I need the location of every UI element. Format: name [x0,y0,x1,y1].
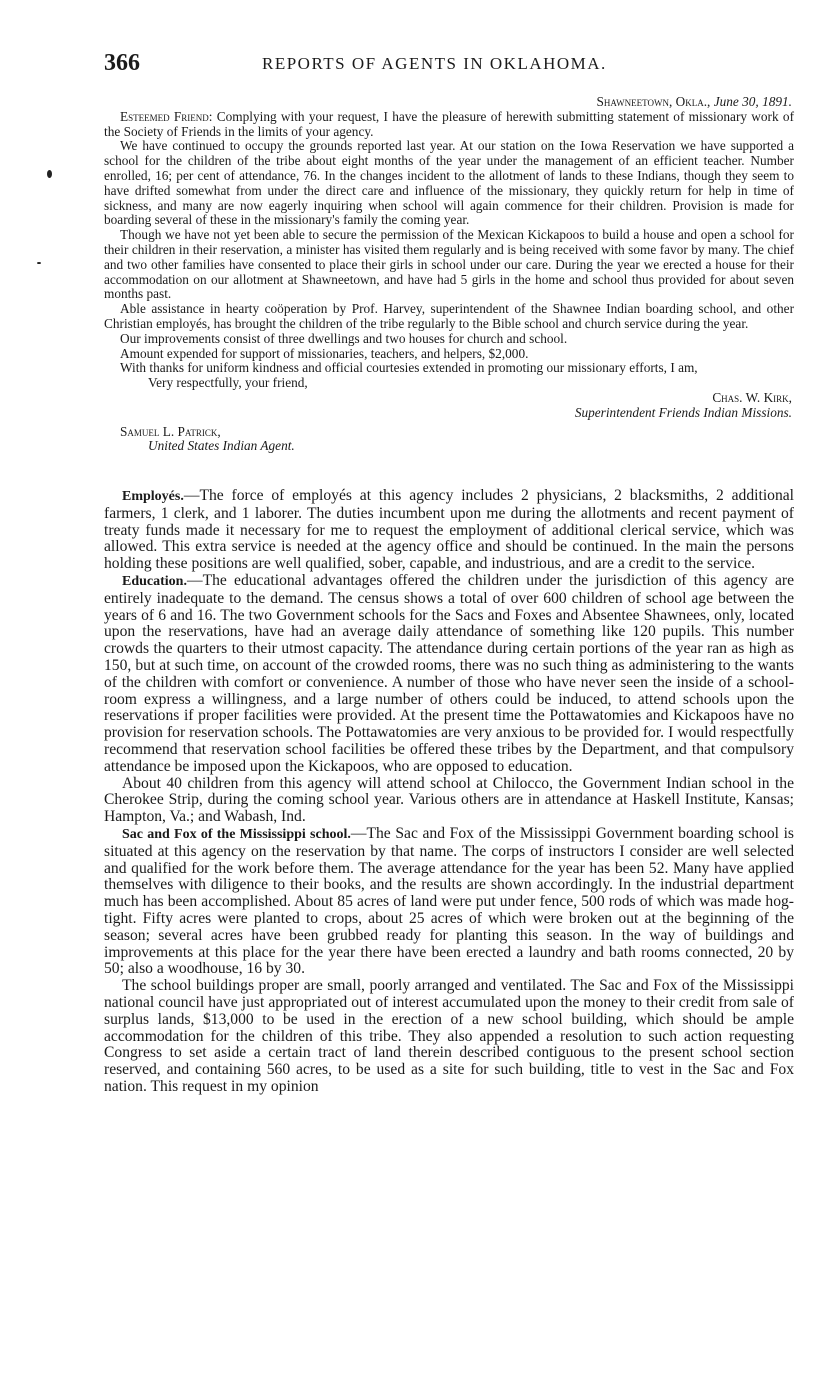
section-heading-education: Education. [122,573,187,589]
report-body [104,488,794,1096]
margin-speck [47,170,52,178]
letter-paragraph: Able assistance in hearty coöperation by Prof. Harvey, superintendent of the Shawnee Indian boarding school, and other Christian employés, has brought the children of the tribe regularly to the Bible school and church service during the year. [104,301,794,331]
letter-dateline [104,95,794,110]
letter-signature [104,391,794,421]
section-paragraph: The school buildings proper are small, poorly arranged and ventilated. The Sac and Fox of the Mississippi national council have just appropriated out of interest accumulated upon the money to their credit from sale of surplus lands, $13,000 to be used in the erection of a new school building, which should be ample accommodation for the children of this tribe. They also appended a resolution to such action requesting Congress to set aside a certain tract of land therein described contiguous to the present school section reserved, and containing 560 acres, to be used as a site for such building, title to vest in the Sac and Fox nation. This request in my opinion [104,977,794,1095]
page-header [104,50,790,80]
section-heading-employes: Employés. [122,489,184,504]
section-paragraph: Education.—The educational advantages offered the children under the jurisdiction of this agency are entirely inadequate to the demand. The census shows a total of over 600 children of school age between the years of 6 and 16. The two Government schools for the Sacs and Foxes and Absentee Shawnees, only, located upon the reservations, have had an average daily attendance of something like 120 pupils. This number crowds the quarters to their utmost capacity. The attendance during certain portions of the year ran as high as 150, but at such time, on account of the crowded rooms, there was no such thing as administering to the wants of the children with comfort or convenience. A number of those who have never seen the inside of a school-room express a willingness, and a large number of others could be induced, to attend schools upon the reservations if proper facilities were provided. At the present time the Pottawatomies and Kickapoos have no provision for reservation schools. The Pottawatomies are very anxious to be provided for. I would respectfully recommend that reservation school facilities be offered these tribes by the Department, and that compulsory attendance be imposed upon the Kickapoos, who are opposed to education. [104,571,794,775]
letter-salutation: Esteemed Friend: [120,108,213,124]
section-paragraph: Employés.—The force of employés at this agency includes 2 physicians, 2 blacksmiths, 2 additional farmers, 1 clerk, and 1 laborer. The duties incumbent upon me during the allotments and recent payment of treaty funds made it necessary for me to request the employment of additional clerical service, which was allowed. This extra service is needed at the agency office and should be continued. In the main the persons holding these positions are well qualified, sober, capable, and industrious, and are a credit to the service. [104,487,794,573]
signer-name: Chas. W. Kirk, [712,389,792,405]
letter-paragraph: Amount expended for support of missionaries, teachers, and helpers, $2,000. [120,345,529,361]
letter-paragraph: Esteemed Friend: Complying with your request, I have the pleasure of herewith submitting statement of missionary work of the Society of Friends in the limits of your agency. [104,108,794,139]
dateline-date: June 30, 1891. [713,94,792,109]
running-title: REPORTS OF AGENTS IN OKLAHOMA. [262,54,607,73]
section-paragraph: About 40 children from this agency will attend school at Chilocco, the Government Indian school in the Cherokee Strip, during the coming school year. Various others are in attendance at Haskell Institute, Kansas; Hampton, Va.; and Wabash, Ind. [104,774,794,826]
signer-title: Superintendent Friends Indian Missions. [574,404,792,420]
addressee-title: United States Indian Agent. [148,438,295,454]
missionary-letter [104,95,794,454]
letter-paragraph: We have continued to occupy the grounds reported last year. At our station on the Iowa Reservation we have supported a school for the children of the tribe about eight months of the year under the management of an efficient teacher. Number enrolled, 16; per cent of attendance, 76. In the changes incident to the allotment of lands to these Indians, though they seem to have drifted somewhat from under the direct care and influence of the missionary, they quickly return for help in time of sickness, and many are now eagerly inquiring when school will again commence for their children. Provision is made for boarding several of these in the missionary's family the coming year. [104,138,794,228]
letter-closing: Very respectfully, your friend, [148,375,308,391]
letter-addressee [104,425,794,455]
letter-paragraph: Our improvements consist of three dwellings and two houses for church and school. [120,330,568,346]
addressee-name: Samuel L. Patrick, [120,423,221,439]
letter-paragraph: With thanks for uniform kindness and official courtesies extended in promoting our missionary efforts, I am, [120,360,698,376]
dateline-place: Shawneetown, Okla., [596,94,711,109]
section-heading-sac-fox-school: Sac and Fox of the Mississippi school. [122,826,351,842]
letter-paragraph: Though we have not yet been able to secure the permission of the Mexican Kickapoos to build a house and open a school for their children in their reservation, a minister has visited them regularly and is being received with some favor by many. The chief and two other families have consented to place their girls in school under our care. During the year we erected a house for their accommodation on our allotment at Shawneetown, and have had 5 girls in the home and school thus provided for about seven months past. [104,227,794,302]
section-paragraph: Sac and Fox of the Mississippi school.—The Sac and Fox of the Mississippi Government boarding school is situated at this agency on the reservation by that name. The corps of instructors I consider are well selected and qualified for the work before them. The average attendance for the year has been 52. Many have applied themselves with diligence to their books, and the results are shown accordingly. In the industrial department much has been accomplished. About 85 acres of land were put under fence, 500 rods of which was made hog-tight. Fifty acres were planted to crops, about 25 acres of which were broken out at the beginning of the season; several acres have been grubbed ready for planting this season. In the way of buildings and improvements at this place for the year there have been erected a laundry and bath rooms connected, 20 by 50; also a woodhouse, 16 by 30. [104,824,794,978]
page-number: 366 [104,50,140,76]
margin-speck [37,262,41,264]
